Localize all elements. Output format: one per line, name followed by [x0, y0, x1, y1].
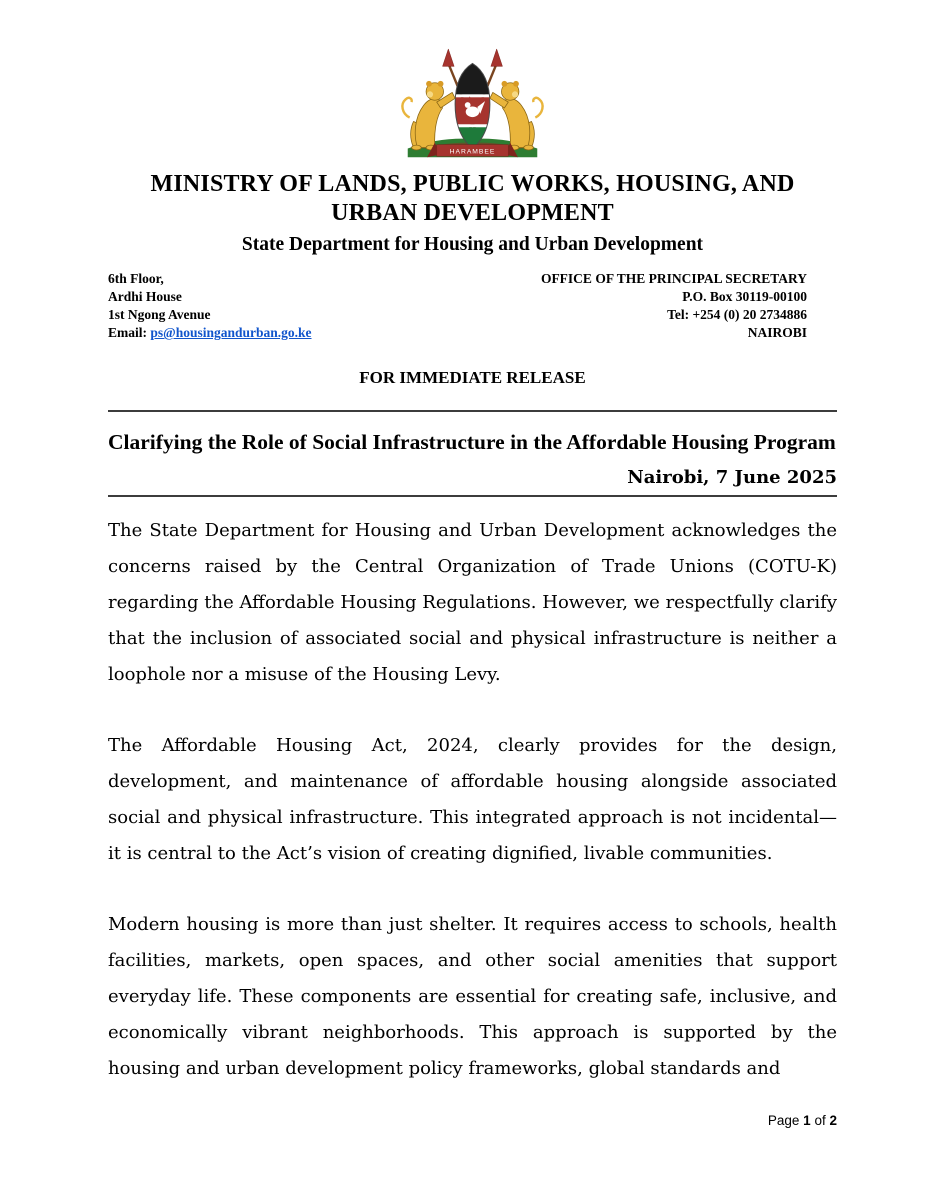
contact-block	[108, 270, 837, 343]
ministry-name-line2: URBAN DEVELOPMENT	[331, 200, 614, 227]
headline: Clarifying the Role of Social Infrastructure in the Affordable Housing Program	[108, 430, 836, 455]
principal-secretary-block	[541, 270, 837, 343]
ministry-name	[108, 170, 837, 229]
email-link[interactable]: ps@housingandurban.go.ke	[150, 325, 312, 341]
po-box-line: P.O. Box 30119-00100	[682, 288, 807, 304]
office-address-block	[108, 270, 312, 343]
page-word: Page	[767, 1113, 800, 1128]
body-paragraph: The Affordable Housing Act, 2024, clearly provides for the design, development, and maintenance of affordable housing alongside associated social and physical infrastructure. This integrated approach is not incidental—it is central to the Act’s vision of creating dignified, livable communities.	[108, 735, 837, 865]
page-total: 2	[829, 1113, 837, 1128]
release-label: FOR IMMEDIATE RELEASE	[359, 368, 586, 388]
kenya-coat-of-arms-icon	[390, 48, 555, 164]
address-line: 6th Floor,	[108, 270, 164, 286]
divider-top	[108, 410, 837, 412]
harambee-banner-icon	[427, 143, 518, 158]
office-title: OFFICE OF THE PRINCIPAL SECRETARY	[540, 270, 807, 286]
of-word: of	[814, 1113, 826, 1128]
address-line: 1st Ngong Avenue	[108, 306, 211, 322]
city-line: NAIROBI	[747, 325, 807, 341]
email-line	[108, 324, 312, 342]
email-label: Email:	[108, 325, 147, 341]
press-release-body	[108, 513, 837, 1087]
ministry-name-line1: MINISTRY OF LANDS, PUBLIC WORKS, HOUSING, AND	[150, 171, 795, 197]
body-paragraph: Modern housing is more than just shelter. It requires access to schools, health facilities, markets, open spaces, and other social amenities that support everyday life. These components are essential for creating safe, inclusive, and economically vibrant neighborhoods. This approach is supported by the housing and urban development policy frameworks, global standards and	[108, 914, 837, 1080]
telephone-line: Tel: +254 (0) 20 2734886	[667, 306, 807, 322]
dateline: Nairobi, 7 June 2025	[108, 467, 837, 497]
banner-text: HARAMBEE	[449, 148, 496, 156]
address-line: Ardhi House	[108, 288, 182, 304]
body-paragraph: The State Department for Housing and Urban Development acknowledges the concerns raised by the Central Organization of Trade Unions (COTU-K) regarding the Affordable Housing Regulations. However, we respectfully clarify that the inclusion of associated social and physical infrastructure is neither a loophole nor a misuse of the Housing Levy.	[108, 520, 837, 686]
page-current: 1	[803, 1113, 811, 1128]
department-name: State Department for Housing and Urban Development	[241, 233, 704, 255]
page-number	[768, 1113, 837, 1128]
